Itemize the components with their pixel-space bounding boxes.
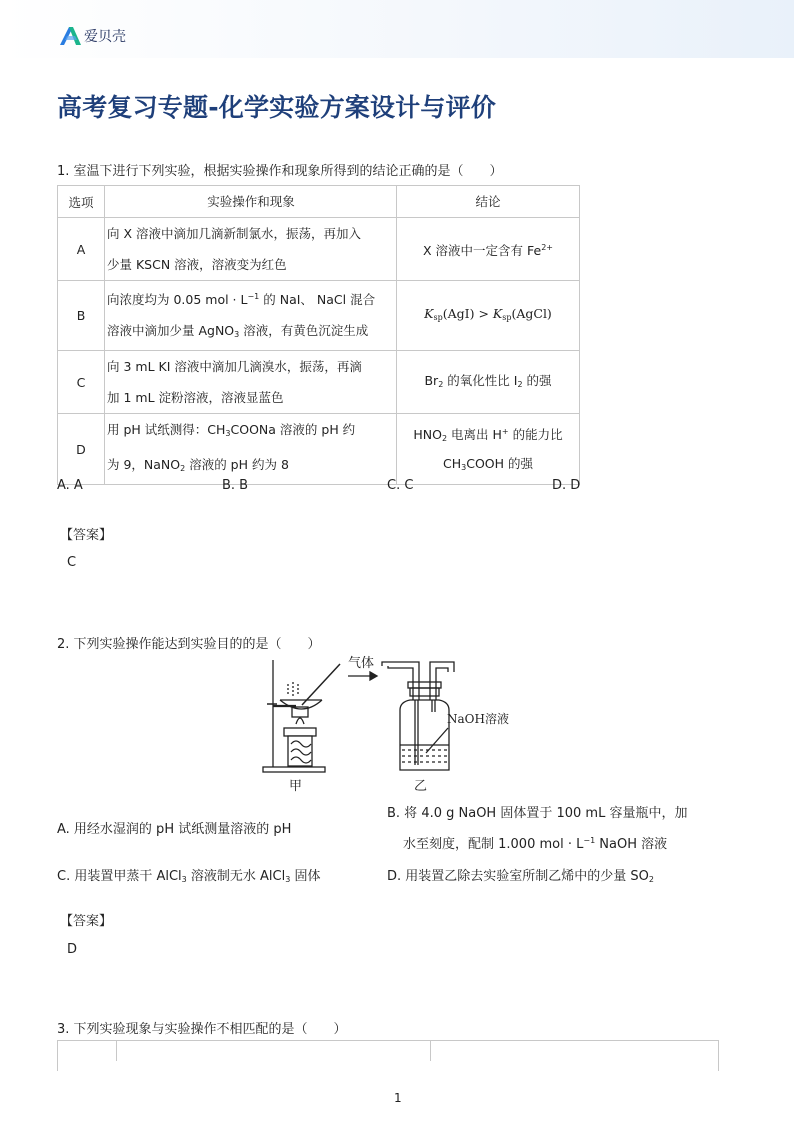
choice-text: NaOH 溶液 <box>595 837 668 852</box>
op-line <box>107 281 395 315</box>
op-line: 向 3 mL KI 溶液中滴加几滴溴水，振荡，再滴 <box>107 359 362 374</box>
choice-b-line: B. 将 4.0 g NaOH 固体置于 100 mL 容量瓶中，加 <box>387 806 688 821</box>
q2-choice-c[interactable] <box>57 865 320 884</box>
conc-text: (AgCl) <box>511 306 552 321</box>
choice-text: 固体 <box>290 869 321 884</box>
choice-text: D. 用装置乙除去实验室所制乙烯中的少量 SO <box>387 869 649 884</box>
q3-stem: 3. 下列实验现象与实验操作不相匹配的是（ ） <box>57 1022 347 1037</box>
op-sup: −1 <box>247 292 260 301</box>
q1-table <box>57 185 580 485</box>
conc-text: CH <box>442 455 462 471</box>
conc-text: HNO <box>413 426 442 442</box>
op-text: 用 pH 试纸测得：CH <box>107 422 226 437</box>
op-line <box>107 414 395 449</box>
table-row <box>58 218 580 281</box>
brand-logo-icon <box>58 26 82 46</box>
op-text: 向浓度均为 0.05 mol · L <box>107 292 248 307</box>
page-title: 高考复习专题-化学实验方案设计与评价 <box>57 93 496 122</box>
conc-sub: 2 <box>517 379 523 389</box>
choice-sub: 2 <box>648 875 654 884</box>
op-line <box>107 315 395 350</box>
conc-text: 的氧化性比 I <box>443 372 518 388</box>
label-gas: 气体 <box>348 656 375 671</box>
row-option: B <box>58 281 105 351</box>
header-option: 选项 <box>58 186 105 218</box>
q2-answer-label: 【答案】 <box>60 914 113 929</box>
q2-choice-a[interactable]: A. 用经水湿润的 pH 试纸测量溶液的 pH <box>57 822 292 837</box>
choice-sup: −1 <box>583 836 596 845</box>
table-header-row <box>58 186 580 218</box>
label-naoh: NaOH溶液 <box>447 712 509 726</box>
q3-table <box>57 1040 719 1071</box>
q1-choice-c[interactable]: C. C <box>387 478 414 493</box>
brand-name: 爱贝壳 <box>84 29 126 45</box>
q1-answer: C <box>67 555 77 570</box>
table-row <box>58 414 580 485</box>
op-line <box>107 449 395 484</box>
conc-line <box>397 451 579 480</box>
q1-stem: 1. 室温下进行下列实验，根据实验操作和现象所得到的结论正确的是（ ） <box>57 164 503 179</box>
op-line: 向 X 溶液中滴加几滴新制氯水，振荡，再加入 <box>107 226 362 241</box>
op-sub: 2 <box>180 464 186 473</box>
row-operation <box>105 218 397 281</box>
conc-text: Br <box>424 372 439 388</box>
conc-text: COOH 的强 <box>466 455 533 471</box>
q2-stem: 2. 下列实验操作能达到实验目的的是（ ） <box>57 637 321 652</box>
op-sub: 3 <box>234 330 240 339</box>
row-conclusion <box>397 281 580 351</box>
brand-logo[interactable] <box>58 26 126 46</box>
op-text: 为 9，NaNO <box>107 457 181 472</box>
table-row <box>58 281 580 351</box>
q1-choice-d[interactable]: D. D <box>552 478 581 493</box>
page-number: 1 <box>394 1091 402 1105</box>
row-option: D <box>58 414 105 485</box>
conc-sub: 2 <box>438 379 444 389</box>
choice-text: 溶液制无水 AlCl <box>186 869 286 884</box>
conc-sub: sp <box>433 313 443 322</box>
conc-line <box>397 419 579 451</box>
row-operation <box>105 414 397 485</box>
conc-sub: 3 <box>461 462 467 472</box>
conc-text: 电离出 H <box>447 426 502 442</box>
choice-sub: 3 <box>285 875 291 884</box>
apparatus-jia <box>263 660 340 772</box>
conc-sub: 2 <box>441 433 448 443</box>
q3-table-divider <box>430 1041 431 1061</box>
row-conclusion <box>397 414 580 485</box>
conc-sub: sp <box>502 313 512 322</box>
row-operation <box>105 351 397 414</box>
op-text: 溶液的 pH 约为 8 <box>185 457 289 472</box>
conc-k: K <box>492 306 503 321</box>
header-conclusion: 结论 <box>397 186 580 218</box>
op-text: 溶液中滴加少量 AgNO <box>107 323 235 338</box>
row-operation <box>105 281 397 351</box>
choice-text: 水至刻度，配制 1.000 mol · L <box>403 837 584 852</box>
apparatus-figure <box>258 652 530 792</box>
header-operation: 实验操作和现象 <box>105 186 397 218</box>
op-line: 少量 KSCN 溶液，溶液变为红色 <box>107 257 287 272</box>
q1-choice-b[interactable]: B. B <box>222 478 249 493</box>
q3-table-divider <box>116 1041 117 1061</box>
apparatus-yi <box>382 662 454 770</box>
row-option: A <box>58 218 105 281</box>
conc-text: 的能力比 <box>508 426 563 442</box>
choice-sub: 3 <box>181 875 187 884</box>
q1-choice-a[interactable]: A. A <box>57 478 83 493</box>
choice-text: C. 用装置甲蒸干 AlCl <box>57 869 182 884</box>
label-yi: 乙 <box>414 779 428 792</box>
q2-choice-d[interactable] <box>387 865 654 884</box>
op-line: 加 1 mL 淀粉溶液，溶液显蓝色 <box>107 390 284 405</box>
table-row <box>58 351 580 414</box>
choice-b-line <box>387 833 687 852</box>
gas-arrow <box>348 672 377 680</box>
q2-choice-b[interactable] <box>387 802 687 852</box>
conc-text: 的强 <box>522 372 552 388</box>
row-option: C <box>58 351 105 414</box>
conc-text: (AgI) > <box>442 306 493 321</box>
conc-k: K <box>424 306 434 321</box>
q2-answer: D <box>67 942 78 957</box>
conc-sup: + <box>501 426 509 436</box>
op-text: 的 NaI、 NaCl 混合 <box>259 292 376 307</box>
op-sub: 3 <box>225 429 231 438</box>
op-text: COONa 溶液的 pH 约 <box>230 422 356 437</box>
row-conclusion <box>397 351 580 414</box>
row-conclusion <box>397 218 580 281</box>
conc-text: X 溶液中一定含有 Fe <box>422 243 542 258</box>
q1-answer-label: 【答案】 <box>60 528 113 543</box>
op-text: 溶液，有黄色沉淀生成 <box>239 323 369 338</box>
conc-sup: 2+ <box>541 243 553 252</box>
label-jia: 甲 <box>289 779 303 792</box>
